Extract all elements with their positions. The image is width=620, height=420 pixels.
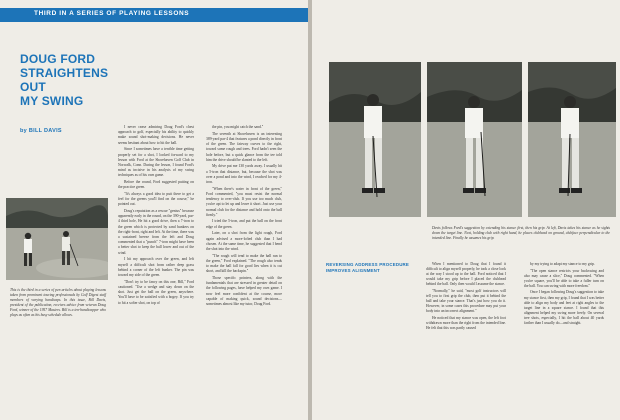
series-banner [0, 8, 308, 22]
photo-golfers-on-green [6, 198, 108, 280]
photo-caption-left: This is the third in a series of pen articles about playing lessons taken from prominent touring professionals by Golf Digest staff members of varying handicaps. In this issue, Bill Davis, president of the publication, receives advice from veteran Doug Ford, winner of the 1957 Masters. Bill is a ten-handicapper who plays as often as his busy schedule allows. [10, 288, 106, 317]
headline-line-2: STRAIGHTENS [20, 66, 109, 80]
byline: by BILL DAVIS [20, 128, 62, 134]
right-body-column-2 [524, 262, 604, 328]
paragraph: Doug's reputation as a rescue "genius" because apparently early in the round, on the 390-yard, par-4 third hole, He hit a good drive, then a 7-iron to the green which is protected by sand bunkers on the right-front, right and left. At the time, there was a sustained breeze from the left and Doug commented that a "punch" 7-iron might have been a better shot to keep the ball lower and out of the wind. [118, 209, 194, 255]
subhead-line-1: REVERSING ADDRESS PROCEDURE [326, 262, 410, 267]
paragraph: the pin, you might catch the sand." [212, 125, 264, 129]
paragraph: Once I began following Doug's suggestion to take my stance first, then my grip, I found that I was better able to align my body and feet at right angles to the target line in a square stance. I found that this alignment helped my swing more freely. On several tree shots, especially, I hit the ball about 40 yards farther than I usually do—and straight. [524, 290, 604, 326]
headline-line-3: OUT [20, 80, 46, 94]
paragraph: I never cease admiring Doug Ford's chest approach to golf, especially his ability to quickly make sound shot-making decisions. He never seems hesitant about how to hit the ball. [118, 125, 194, 145]
section-subhead [326, 262, 418, 274]
right-body-column-1 [426, 262, 506, 333]
paragraph: I hit my approach over the green, and left myself a difficult shot from rather deep grass behind a corner of the left bunker. The pin was toward my side of the green. [118, 257, 194, 277]
body-column-1 [118, 125, 194, 307]
body-column-2 [206, 125, 282, 309]
paragraph: "The open stance restricts your backswing and also may cause a slice," Doug commented. "When you're square, you'll be able to take a fuller turn on the ball. You can swing with more freedom." [524, 268, 604, 288]
paragraph: "Normally," he said, "most golf instructors will tell you to first grip the club, then put it behind the ball and take your stance. That's just how you do it. However, in some cases this procedure may put your body into an incorrect alignment." [426, 288, 506, 314]
right-page [312, 0, 620, 420]
headline-line-1: DOUG FORD [20, 52, 96, 66]
series-banner-text: THIRD IN A SERIES OF PLAYING LESSONS [34, 10, 190, 17]
paragraph: "It's always a good idea to putt there to get a feel for the greens you'll find on the course," he pointed out. [118, 191, 194, 207]
paragraph: "When there's water in front of the green," Ford commented, "you must resist the normal tendency to over-club. If you use too much club, you're apt to let up and leave it short. Just use your normal club for the distance and hold onto the ball firmly." [206, 186, 282, 217]
photo-address-step-3 [528, 62, 616, 217]
paragraph: Later, on a shot from the light rough, Ford again advised a more-lofted club than I had chosen. At the same time, he suggested that I bend the shot into the wind. [206, 231, 282, 251]
photo-caption-right: Davis follows Ford's suggestion by extending his stance first, then his grip. At left, Davis takes his stance as he sights down the target line. Next, holding club with right hand, he places clubhead on ground, clubface perpendicular to the intended line. Finally he assumes his grip. [432, 226, 610, 240]
paragraph: by my trying to adapt my stance to my grip. [530, 262, 595, 266]
subhead-line-2: IMPROVES ALIGNMENT [326, 268, 380, 273]
paragraph: Since I sometimes have a terrible time getting properly set for a shot, I looked forward to my lesson with Ford at the Shorehaven Golf Club in Norwalk, Conn. During the lesson, I found Ford's mind as incisive in his analysis of my swing techniques as of his own game. [118, 147, 194, 178]
paragraph: Those specific pointers, along with the fundamentals that are stressed in greater detail on the following pages, have helped my own game. I now feel more confident at the course, more capable of making quick, sound decisions—sometimes almost like my tutor, Doug Ford. [206, 275, 282, 306]
paragraph: I tried the 5-iron, and put the ball on the front edge of the green. [206, 219, 282, 229]
paragraph: Before the round, Ford suggested putting on the practice green. [118, 180, 194, 190]
headline-line-4: MY SWING [20, 94, 84, 108]
paragraph: "Don't try to be fancy on this one, Bill," Ford cautioned. "Use a wedge and stay down on the shot. Just get the ball on the green, anywhere. You'll have to be satisfied with a bogey. If you try to hit a softer shot, on top of [118, 279, 194, 305]
paragraph: My drive put me 130 yards away. I usually hit a 5-iron that distance, but, because the shot was over a pond and into the wind, I reached for my 4-iron. [206, 164, 282, 185]
paragraph: He noticed that my stance was open, the left foot withdrawn more than the right from the intended line. He felt that this was partly caused [426, 315, 506, 331]
paragraph: When I mentioned to Doug that I found it difficult to align myself properly, he took a close look at the way I stood up to the ball. Ford noticed that I would take my grip before I placed the clubhead behind the ball. Only then would I assume the stance. [426, 262, 506, 287]
article-headline [20, 52, 110, 108]
photo-address-step-2 [427, 62, 522, 217]
paragraph: The seventh at Shorehaven is an interesting 389-yard par-4 that features a pond directly in front of the green. The fairway curves to the right, toward some rough and trees. Ford hadn't seen the hole before, but a quick glance from the tee told him the drive should be slanted to the left. [206, 131, 282, 162]
left-page [0, 0, 308, 420]
photo-address-step-1 [329, 62, 421, 217]
paragraph: "The rough will tend to make the ball run to the green," Ford explained. "The rough also tends to make the ball fall for good lies when it is cut short, and kill the backspin." [206, 253, 282, 274]
